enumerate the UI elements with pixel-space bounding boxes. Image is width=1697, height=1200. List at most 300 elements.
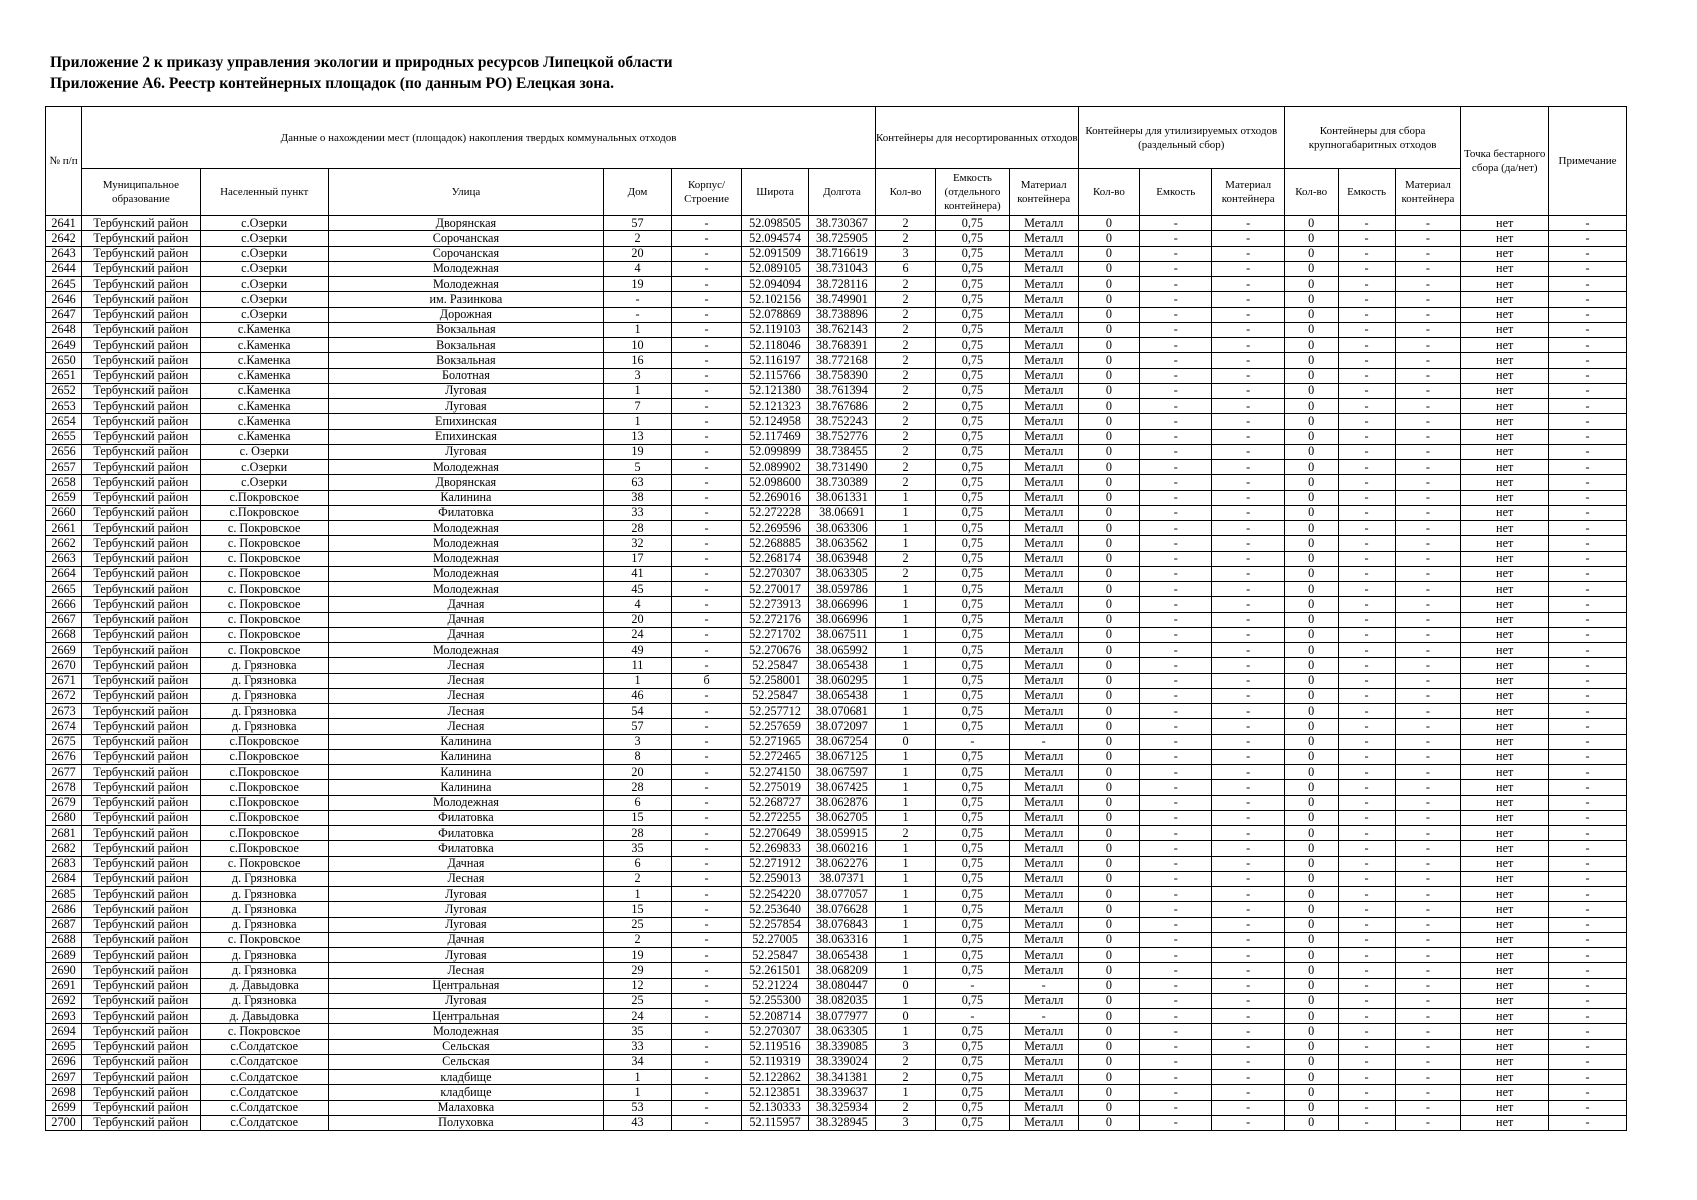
bulky-capacity-cell: - — [1338, 871, 1395, 886]
house-cell: 19 — [604, 277, 672, 292]
building-cell: - — [671, 749, 741, 764]
bulky-material-cell: - — [1395, 216, 1461, 231]
house-cell: - — [604, 292, 672, 307]
notes-cell: - — [1549, 414, 1627, 429]
unsorted-capacity-cell: 0,75 — [936, 597, 1009, 612]
municipality-cell: Тербунский район — [82, 231, 200, 246]
unsorted-material-cell: Металл — [1009, 399, 1078, 414]
municipality-cell: Тербунский район — [82, 810, 200, 825]
bulky-material-cell: - — [1395, 1115, 1461, 1130]
settlement-cell: с.Каменка — [200, 383, 328, 398]
municipality-cell: Тербунский район — [82, 490, 200, 505]
latitude-cell: 52.25847 — [742, 658, 809, 673]
house-cell: 19 — [604, 948, 672, 963]
latitude-cell: 52.272228 — [742, 505, 809, 520]
municipality-cell: Тербунский район — [82, 216, 200, 231]
municipality-cell: Тербунский район — [82, 948, 200, 963]
settlement-cell: д. Грязновка — [200, 917, 328, 932]
unsorted-material-cell: Металл — [1009, 902, 1078, 917]
latitude-cell: 52.130333 — [742, 1100, 809, 1115]
header-location-group: Данные о нахождении мест (площадок) накопления твердых коммунальных отходов — [82, 107, 876, 169]
notes-cell: - — [1549, 643, 1627, 658]
house-cell: 32 — [604, 536, 672, 551]
recyclable-capacity-cell: - — [1140, 292, 1212, 307]
recyclable-capacity-cell: - — [1140, 871, 1212, 886]
municipality-cell: Тербунский район — [82, 826, 200, 841]
street-cell: Филатовка — [328, 826, 603, 841]
bulky-count-cell: 0 — [1284, 353, 1338, 368]
building-cell: - — [671, 322, 741, 337]
unsorted-count-cell: 3 — [875, 1115, 935, 1130]
longitude-cell: 38.063305 — [809, 1024, 876, 1039]
longitude-cell: 38.061331 — [809, 490, 876, 505]
table-row — [46, 749, 1627, 764]
recyclable-capacity-cell: - — [1140, 734, 1212, 749]
unsorted-count-cell: 2 — [875, 444, 935, 459]
notes-cell: - — [1549, 780, 1627, 795]
house-cell: 63 — [604, 475, 672, 490]
unsorted-material-cell: Металл — [1009, 490, 1078, 505]
num-cell: 2662 — [46, 536, 82, 551]
street-cell: Дворянская — [328, 216, 603, 231]
unsorted-capacity-cell: 0,75 — [936, 1115, 1009, 1130]
unsorted-count-cell: 2 — [875, 399, 935, 414]
num-cell: 2679 — [46, 795, 82, 810]
num-cell: 2693 — [46, 1009, 82, 1024]
bulky-material-cell: - — [1395, 887, 1461, 902]
unsorted-material-cell: Металл — [1009, 505, 1078, 520]
container-free-cell: нет — [1461, 688, 1549, 703]
container-free-cell: нет — [1461, 1054, 1549, 1069]
container-free-cell: нет — [1461, 719, 1549, 734]
notes-cell: - — [1549, 475, 1627, 490]
settlement-cell: с. Озерки — [200, 444, 328, 459]
recyclable-material-cell: - — [1212, 612, 1284, 627]
house-cell: 28 — [604, 826, 672, 841]
recyclable-count-cell: 0 — [1078, 246, 1139, 261]
street-cell: Калинина — [328, 765, 603, 780]
bulky-capacity-cell: - — [1338, 261, 1395, 276]
recyclable-material-cell: - — [1212, 277, 1284, 292]
container-free-cell: нет — [1461, 551, 1549, 566]
unsorted-capacity-cell: 0,75 — [936, 399, 1009, 414]
container-free-cell: нет — [1461, 871, 1549, 886]
recyclable-capacity-cell: - — [1140, 643, 1212, 658]
unsorted-capacity-cell: 0,75 — [936, 551, 1009, 566]
notes-cell: - — [1549, 963, 1627, 978]
table-row — [46, 993, 1627, 1008]
recyclable-capacity-cell: - — [1140, 1115, 1212, 1130]
bulky-count-cell: 0 — [1284, 490, 1338, 505]
bulky-material-cell: - — [1395, 917, 1461, 932]
container-free-cell: нет — [1461, 612, 1549, 627]
bulky-capacity-cell: - — [1338, 780, 1395, 795]
municipality-cell: Тербунский район — [82, 399, 200, 414]
recyclable-count-cell: 0 — [1078, 261, 1139, 276]
num-cell: 2660 — [46, 505, 82, 520]
bulky-capacity-cell: - — [1338, 399, 1395, 414]
municipality-cell: Тербунский район — [82, 1024, 200, 1039]
unsorted-count-cell: 2 — [875, 1070, 935, 1085]
recyclable-material-cell: - — [1212, 216, 1284, 231]
bulky-material-cell: - — [1395, 353, 1461, 368]
unsorted-material-cell: Металл — [1009, 444, 1078, 459]
longitude-cell: 38.731490 — [809, 460, 876, 475]
table-row — [46, 810, 1627, 825]
notes-cell: - — [1549, 826, 1627, 841]
settlement-cell: с.Озерки — [200, 246, 328, 261]
recyclable-count-cell: 0 — [1078, 826, 1139, 841]
latitude-cell: 52.078869 — [742, 307, 809, 322]
bulky-material-cell: - — [1395, 582, 1461, 597]
house-cell: 2 — [604, 231, 672, 246]
unsorted-count-cell: 2 — [875, 277, 935, 292]
unsorted-capacity-cell: 0,75 — [936, 1024, 1009, 1039]
longitude-cell: 38.077977 — [809, 1009, 876, 1024]
bulky-material-cell: - — [1395, 978, 1461, 993]
recyclable-material-cell: - — [1212, 719, 1284, 734]
header-bulky-group: Контейнеры для сбора крупногабаритных отходов — [1284, 107, 1460, 169]
street-cell: Молодежная — [328, 551, 603, 566]
latitude-cell: 52.089105 — [742, 261, 809, 276]
settlement-cell: с.Каменка — [200, 429, 328, 444]
longitude-cell: 38.728116 — [809, 277, 876, 292]
unsorted-count-cell: 1 — [875, 597, 935, 612]
street-cell: Епихинская — [328, 429, 603, 444]
bulky-count-cell: 0 — [1284, 1085, 1338, 1100]
recyclable-capacity-cell: - — [1140, 429, 1212, 444]
bulky-count-cell: 0 — [1284, 536, 1338, 551]
municipality-cell: Тербунский район — [82, 261, 200, 276]
bulky-capacity-cell: - — [1338, 368, 1395, 383]
unsorted-capacity-cell: - — [936, 734, 1009, 749]
street-cell: Дорожная — [328, 307, 603, 322]
unsorted-count-cell: 1 — [875, 719, 935, 734]
unsorted-material-cell: Металл — [1009, 612, 1078, 627]
building-cell: - — [671, 277, 741, 292]
notes-cell: - — [1549, 307, 1627, 322]
bulky-capacity-cell: - — [1338, 704, 1395, 719]
building-cell: - — [671, 399, 741, 414]
longitude-cell: 38.716619 — [809, 246, 876, 261]
recyclable-capacity-cell: - — [1140, 688, 1212, 703]
bulky-count-cell: 0 — [1284, 932, 1338, 947]
recyclable-capacity-cell: - — [1140, 826, 1212, 841]
num-cell: 2680 — [46, 810, 82, 825]
unsorted-count-cell: 3 — [875, 246, 935, 261]
settlement-cell: с.Каменка — [200, 414, 328, 429]
recyclable-count-cell: 0 — [1078, 932, 1139, 947]
recyclable-capacity-cell: - — [1140, 383, 1212, 398]
table-row — [46, 460, 1627, 475]
bulky-capacity-cell: - — [1338, 1070, 1395, 1085]
container-free-cell: нет — [1461, 978, 1549, 993]
longitude-cell: 38.076628 — [809, 902, 876, 917]
table-row — [46, 429, 1627, 444]
bulky-count-cell: 0 — [1284, 643, 1338, 658]
bulky-material-cell: - — [1395, 749, 1461, 764]
bulky-capacity-cell: - — [1338, 932, 1395, 947]
unsorted-capacity-cell: 0,75 — [936, 993, 1009, 1008]
unsorted-count-cell: 2 — [875, 322, 935, 337]
bulky-material-cell: - — [1395, 673, 1461, 688]
latitude-cell: 52.115766 — [742, 368, 809, 383]
bulky-material-cell: - — [1395, 780, 1461, 795]
settlement-cell: с. Покровское — [200, 536, 328, 551]
recyclable-capacity-cell: - — [1140, 505, 1212, 520]
building-cell: - — [671, 582, 741, 597]
unsorted-count-cell: 2 — [875, 566, 935, 581]
building-cell: - — [671, 261, 741, 276]
recyclable-material-cell: - — [1212, 795, 1284, 810]
unsorted-capacity-cell: 0,75 — [936, 719, 1009, 734]
street-cell: Лесная — [328, 658, 603, 673]
recyclable-material-cell: - — [1212, 307, 1284, 322]
longitude-cell: 38.080447 — [809, 978, 876, 993]
latitude-cell: 52.253640 — [742, 902, 809, 917]
unsorted-count-cell: 1 — [875, 627, 935, 642]
longitude-cell: 38.067125 — [809, 749, 876, 764]
street-cell: Молодежная — [328, 566, 603, 581]
bulky-material-cell: - — [1395, 521, 1461, 536]
num-cell: 2695 — [46, 1039, 82, 1054]
recyclable-count-cell: 0 — [1078, 810, 1139, 825]
latitude-cell: 52.116197 — [742, 353, 809, 368]
unsorted-material-cell: Металл — [1009, 566, 1078, 581]
unsorted-material-cell: Металл — [1009, 917, 1078, 932]
container-free-cell: нет — [1461, 231, 1549, 246]
num-cell: 2675 — [46, 734, 82, 749]
bulky-material-cell: - — [1395, 383, 1461, 398]
notes-cell: - — [1549, 856, 1627, 871]
num-cell: 2697 — [46, 1070, 82, 1085]
municipality-cell: Тербунский район — [82, 704, 200, 719]
header-bulky-count: Кол-во — [1284, 169, 1338, 216]
notes-cell: - — [1549, 1070, 1627, 1085]
notes-cell: - — [1549, 521, 1627, 536]
table-row — [46, 643, 1627, 658]
house-cell: 15 — [604, 810, 672, 825]
recyclable-material-cell: - — [1212, 902, 1284, 917]
bulky-material-cell: - — [1395, 460, 1461, 475]
container-free-cell: нет — [1461, 383, 1549, 398]
latitude-cell: 52.099899 — [742, 444, 809, 459]
notes-cell: - — [1549, 1054, 1627, 1069]
bulky-material-cell: - — [1395, 1085, 1461, 1100]
settlement-cell: с.Озерки — [200, 307, 328, 322]
street-cell: Дачная — [328, 627, 603, 642]
house-cell: 3 — [604, 368, 672, 383]
bulky-material-cell: - — [1395, 1054, 1461, 1069]
num-cell: 2649 — [46, 338, 82, 353]
unsorted-capacity-cell: 0,75 — [936, 368, 1009, 383]
bulky-count-cell: 0 — [1284, 292, 1338, 307]
bulky-count-cell: 0 — [1284, 948, 1338, 963]
longitude-cell: 38.761394 — [809, 383, 876, 398]
recyclable-count-cell: 0 — [1078, 1070, 1139, 1085]
unsorted-count-cell: 2 — [875, 292, 935, 307]
house-cell: 49 — [604, 643, 672, 658]
recyclable-capacity-cell: - — [1140, 460, 1212, 475]
bulky-count-cell: 0 — [1284, 1115, 1338, 1130]
container-free-cell: нет — [1461, 826, 1549, 841]
recyclable-count-cell: 0 — [1078, 612, 1139, 627]
bulky-capacity-cell: - — [1338, 948, 1395, 963]
container-free-cell: нет — [1461, 963, 1549, 978]
municipality-cell: Тербунский район — [82, 460, 200, 475]
notes-cell: - — [1549, 1024, 1627, 1039]
unsorted-capacity-cell: 0,75 — [936, 658, 1009, 673]
recyclable-capacity-cell: - — [1140, 475, 1212, 490]
latitude-cell: 52.269596 — [742, 521, 809, 536]
recyclable-capacity-cell: - — [1140, 749, 1212, 764]
recyclable-capacity-cell: - — [1140, 627, 1212, 642]
unsorted-count-cell: 1 — [875, 993, 935, 1008]
recyclable-material-cell: - — [1212, 1054, 1284, 1069]
recyclable-material-cell: - — [1212, 627, 1284, 642]
bulky-count-cell: 0 — [1284, 307, 1338, 322]
unsorted-capacity-cell: 0,75 — [936, 856, 1009, 871]
unsorted-material-cell: Металл — [1009, 536, 1078, 551]
recyclable-material-cell: - — [1212, 1100, 1284, 1115]
header-recyclable-capacity: Емкость — [1140, 169, 1212, 216]
recyclable-count-cell: 0 — [1078, 277, 1139, 292]
longitude-cell: 38.730389 — [809, 475, 876, 490]
house-cell: 1 — [604, 887, 672, 902]
unsorted-material-cell: Металл — [1009, 871, 1078, 886]
unsorted-capacity-cell: 0,75 — [936, 932, 1009, 947]
street-cell: кладбище — [328, 1085, 603, 1100]
num-cell: 2648 — [46, 322, 82, 337]
bulky-material-cell: - — [1395, 1009, 1461, 1024]
table-row — [46, 368, 1627, 383]
house-cell: 25 — [604, 993, 672, 1008]
bulky-material-cell: - — [1395, 734, 1461, 749]
bulky-capacity-cell: - — [1338, 963, 1395, 978]
house-cell: 25 — [604, 917, 672, 932]
recyclable-material-cell: - — [1212, 932, 1284, 947]
unsorted-capacity-cell: 0,75 — [936, 521, 1009, 536]
house-cell: 20 — [604, 246, 672, 261]
municipality-cell: Тербунский район — [82, 475, 200, 490]
unsorted-count-cell: 1 — [875, 612, 935, 627]
table-row — [46, 216, 1627, 231]
unsorted-count-cell: 1 — [875, 765, 935, 780]
notes-cell: - — [1549, 429, 1627, 444]
street-cell: Вокзальная — [328, 353, 603, 368]
latitude-cell: 52.102156 — [742, 292, 809, 307]
longitude-cell: 38.767686 — [809, 399, 876, 414]
notes-cell: - — [1549, 1009, 1627, 1024]
recyclable-count-cell: 0 — [1078, 765, 1139, 780]
table-row — [46, 1100, 1627, 1115]
num-cell: 2682 — [46, 841, 82, 856]
num-cell: 2678 — [46, 780, 82, 795]
latitude-cell: 52.119319 — [742, 1054, 809, 1069]
latitude-cell: 52.268174 — [742, 551, 809, 566]
header-longitude: Долгота — [809, 169, 876, 216]
unsorted-material-cell: Металл — [1009, 719, 1078, 734]
num-cell: 2644 — [46, 261, 82, 276]
table-row — [46, 1115, 1627, 1130]
building-cell: - — [671, 444, 741, 459]
bulky-capacity-cell: - — [1338, 902, 1395, 917]
settlement-cell: с.Каменка — [200, 368, 328, 383]
unsorted-material-cell: Металл — [1009, 841, 1078, 856]
num-cell: 2681 — [46, 826, 82, 841]
unsorted-capacity-cell: 0,75 — [936, 429, 1009, 444]
unsorted-material-cell: Металл — [1009, 460, 1078, 475]
bulky-count-cell: 0 — [1284, 826, 1338, 841]
bulky-material-cell: - — [1395, 231, 1461, 246]
unsorted-capacity-cell: 0,75 — [936, 292, 1009, 307]
bulky-capacity-cell: - — [1338, 1100, 1395, 1115]
bulky-count-cell: 0 — [1284, 338, 1338, 353]
container-free-cell: нет — [1461, 597, 1549, 612]
bulky-count-cell: 0 — [1284, 917, 1338, 932]
bulky-capacity-cell: - — [1338, 231, 1395, 246]
settlement-cell: д. Грязновка — [200, 658, 328, 673]
recyclable-count-cell: 0 — [1078, 978, 1139, 993]
municipality-cell: Тербунский район — [82, 307, 200, 322]
table-row — [46, 536, 1627, 551]
notes-cell: - — [1549, 688, 1627, 703]
unsorted-material-cell: Металл — [1009, 673, 1078, 688]
table-row — [46, 246, 1627, 261]
document-header — [50, 52, 673, 94]
municipality-cell: Тербунский район — [82, 643, 200, 658]
municipality-cell: Тербунский район — [82, 1100, 200, 1115]
latitude-cell: 52.25847 — [742, 948, 809, 963]
building-cell: - — [671, 826, 741, 841]
bulky-count-cell: 0 — [1284, 551, 1338, 566]
header-num: № п/п — [46, 107, 82, 216]
recyclable-count-cell: 0 — [1078, 292, 1139, 307]
longitude-cell: 38.772168 — [809, 353, 876, 368]
unsorted-count-cell: 1 — [875, 810, 935, 825]
table-row — [46, 277, 1627, 292]
building-cell: - — [671, 368, 741, 383]
recyclable-capacity-cell: - — [1140, 597, 1212, 612]
bulky-count-cell: 0 — [1284, 261, 1338, 276]
notes-cell: - — [1549, 246, 1627, 261]
bulky-capacity-cell: - — [1338, 688, 1395, 703]
notes-cell: - — [1549, 795, 1627, 810]
unsorted-material-cell: Металл — [1009, 338, 1078, 353]
recyclable-capacity-cell: - — [1140, 1054, 1212, 1069]
recyclable-capacity-cell: - — [1140, 261, 1212, 276]
unsorted-count-cell: 2 — [875, 231, 935, 246]
bulky-capacity-cell: - — [1338, 353, 1395, 368]
bulky-material-cell: - — [1395, 810, 1461, 825]
latitude-cell: 52.273913 — [742, 597, 809, 612]
recyclable-capacity-cell: - — [1140, 277, 1212, 292]
container-free-cell: нет — [1461, 338, 1549, 353]
unsorted-capacity-cell: 0,75 — [936, 627, 1009, 642]
num-cell: 2659 — [46, 490, 82, 505]
settlement-cell: с.Озерки — [200, 460, 328, 475]
container-free-cell: нет — [1461, 277, 1549, 292]
container-free-cell: нет — [1461, 1100, 1549, 1115]
street-cell: Сорочанская — [328, 246, 603, 261]
building-cell: - — [671, 307, 741, 322]
recyclable-capacity-cell: - — [1140, 338, 1212, 353]
recyclable-material-cell: - — [1212, 1024, 1284, 1039]
municipality-cell: Тербунский район — [82, 1070, 200, 1085]
recyclable-material-cell: - — [1212, 261, 1284, 276]
municipality-cell: Тербунский район — [82, 871, 200, 886]
street-cell: Луговая — [328, 993, 603, 1008]
